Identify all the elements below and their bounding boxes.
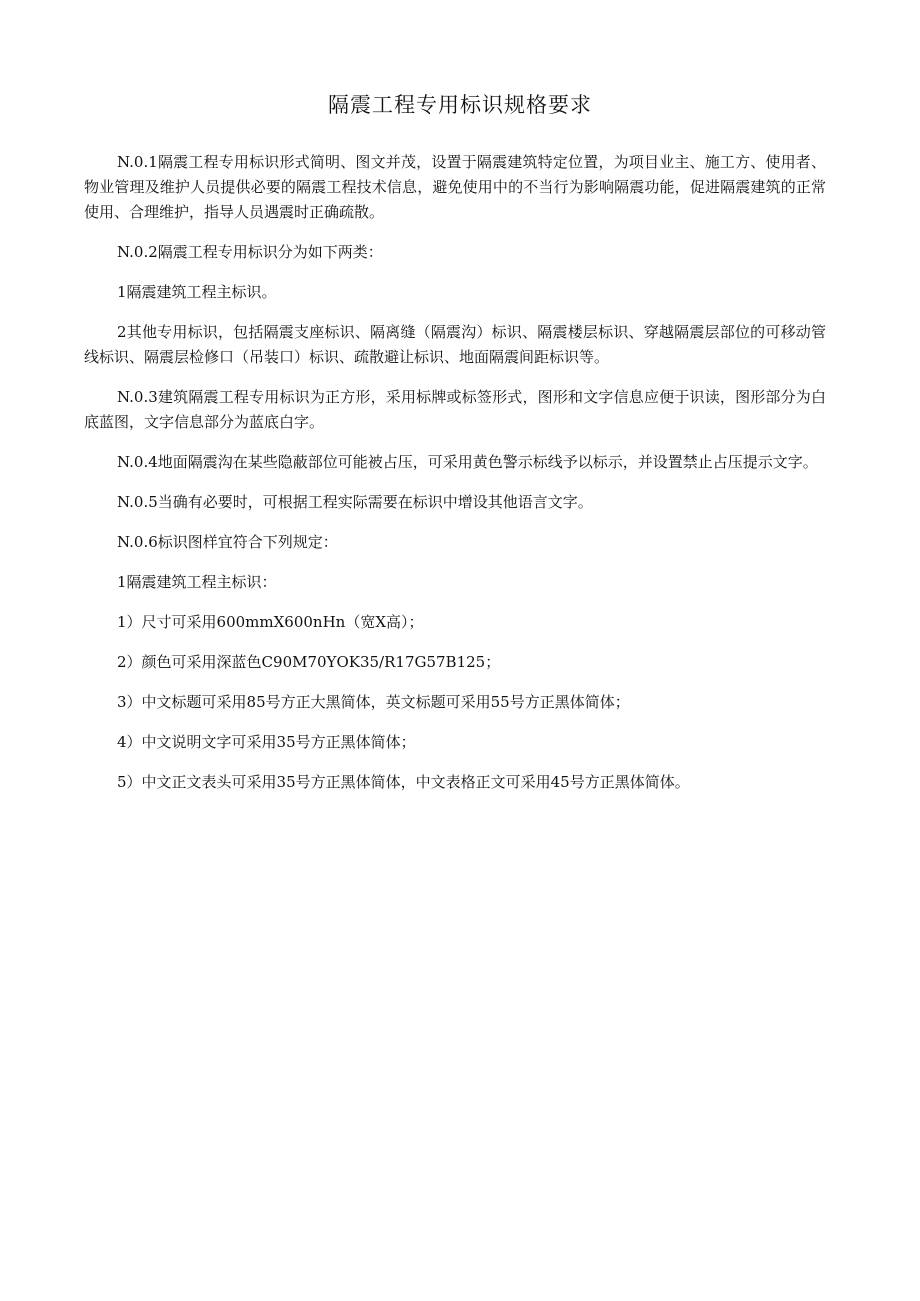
paragraph-main-sign: 1隔震建筑工程主标识： — [117, 573, 277, 591]
paragraph-item-1: 1隔震建筑工程主标识。 — [117, 283, 277, 301]
paragraph-item-2: 2其他专用标识，包括隔震支座标识、隔离缝（隔震沟）标识、隔震楼层标识、穿越隔震层部位的可移动管线标识、隔震层检修口（吊装口）标识、疏散避让标识、地面隔震间距标识等。 — [84, 323, 826, 366]
paragraph-spec-1: 1）尺寸可采用600mmX600nHn（宽X高）； — [117, 613, 424, 631]
document-body — [84, 150, 826, 810]
paragraph-n02: N.0.2隔震工程专用标识分为如下两类： — [117, 243, 383, 261]
paragraph-n01: N.0.1隔震工程专用标识形式简明、图文并茂，设置于隔震建筑特定位置，为项目业主、施工方、使用者、物业管理及维护人员提供必要的隔震工程技术信息，避免使用中的不当行为影响隔震功能，促进隔震建筑的正常使用、合理维护，指导人员遇震时正确疏散。 — [84, 153, 826, 221]
paragraph-spec-2: 2）颜色可采用深蓝色C90M70YOK35/R17G57B125； — [117, 653, 501, 671]
document-title: 隔震工程专用标识规格要求 — [328, 93, 592, 117]
paragraph-n03: N.0.3建筑隔震工程专用标识为正方形，采用标牌或标签形式，图形和文字信息应便于识读，图形部分为白底蓝图，文字信息部分为蓝底白字。 — [84, 388, 826, 431]
paragraph-spec-5: 5）中文正文表头可采用35号方正黑体简体，中文表格正文可采用45号方正黑体简体。 — [117, 773, 690, 791]
paragraph-n04: N.0.4地面隔震沟在某些隐蔽部位可能被占压，可采用黄色警示标线予以标示，并设置禁止占压提示文字。 — [117, 453, 818, 471]
paragraph-spec-3: 3）中文标题可采用85号方正大黑简体，英文标题可采用55号方正黑体简体； — [117, 693, 630, 711]
paragraph-spec-4: 4）中文说明文字可采用35号方正黑体简体； — [117, 733, 416, 751]
paragraph-n06: N.0.6标识图样宜符合下列规定： — [117, 533, 338, 551]
paragraph-n05: N.0.5当确有必要时，可根据工程实际需要在标识中增设其他语言文字。 — [117, 493, 593, 511]
